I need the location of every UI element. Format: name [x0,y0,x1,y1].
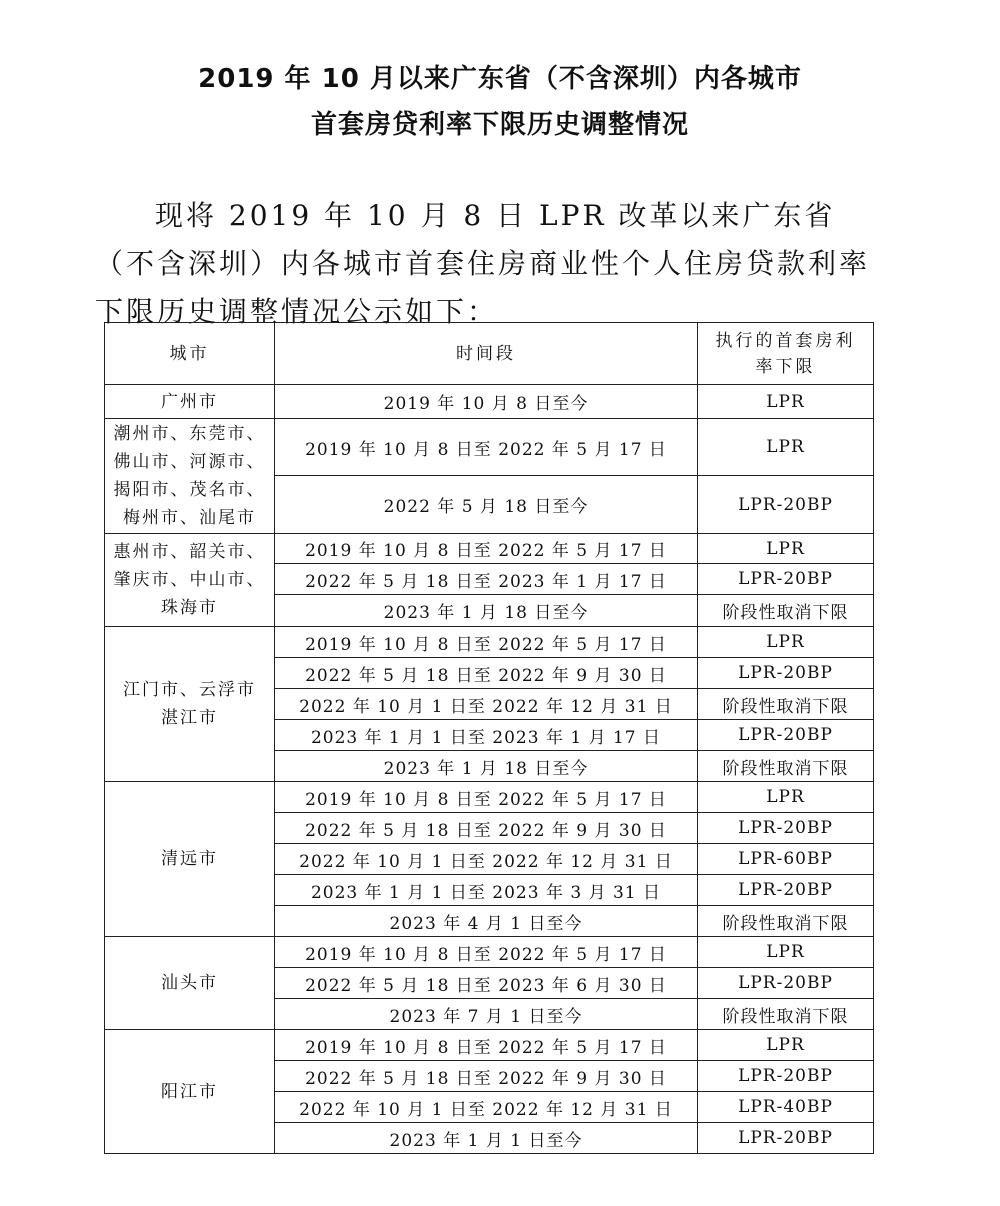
rate-floor-cell: LPR-40BP [698,1092,874,1123]
header-rate-line-1: 执行的首套房利 [715,330,856,351]
period-cell: 2023 年 1 月 1 日至 2023 年 1 月 17 日 [275,720,698,751]
intro-paragraph: 现将 2019 年 10 月 8 日 LPR 改革以来广东省（不含深圳）内各城市首套住房商业性个人住房贷款利率下限历史调整情况公示如下： [95,199,871,328]
city-name-line: 阳江市 [161,1081,218,1102]
rate-floor-cell: LPR [698,1030,874,1061]
period-cell: 2022 年 5 月 18 日至 2023 年 1 月 17 日 [275,564,698,595]
rate-floor-cell: 阶段性取消下限 [698,689,874,720]
city-name-line: 潮州市、东莞市、 [113,424,266,444]
city-name-line: 惠州市、韶关市、 [113,542,266,562]
city-name-line: 湛江市 [161,708,218,728]
rate-floor-cell: 阶段性取消下限 [698,906,874,937]
period-cell: 2022 年 5 月 18 日至今 [275,476,698,534]
period-cell: 2022 年 10 月 1 日至 2022 年 12 月 31 日 [275,844,698,875]
period-cell: 2022 年 5 月 18 日至 2022 年 9 月 30 日 [275,813,698,844]
city-name-line: 清远市 [161,849,218,869]
rate-floor-cell: LPR [698,937,874,968]
rate-floor-cell: 阶段性取消下限 [698,999,874,1030]
rate-floor-cell: LPR-20BP [698,564,874,595]
period-cell: 2019 年 10 月 8 日至今 [275,385,698,419]
city-cell [105,419,275,534]
period-cell: 2023 年 1 月 1 日至今 [275,1123,698,1154]
table-row [105,937,874,968]
city-cell [105,534,275,627]
period-cell: 2023 年 4 月 1 日至今 [275,906,698,937]
rate-floor-cell: LPR-20BP [698,658,874,689]
period-cell: 2022 年 5 月 18 日至 2022 年 9 月 30 日 [275,658,698,689]
table-row [105,419,874,476]
city-name-line: 广州市 [161,391,218,412]
city-name-line: 江门市、云浮市 [123,680,256,700]
table-row [105,534,874,564]
city-name-line: 珠海市 [161,598,218,618]
rate-history-table [104,322,874,1154]
rate-floor-cell: LPR-60BP [698,844,874,875]
rate-floor-cell: 阶段性取消下限 [698,751,874,782]
city-cell [105,385,275,419]
period-cell: 2023 年 7 月 1 日至今 [275,999,698,1030]
city-cell [105,627,275,782]
rate-floor-cell: LPR [698,782,874,813]
rate-floor-cell: LPR-20BP [698,476,874,534]
period-cell: 2019 年 10 月 8 日至 2022 年 5 月 17 日 [275,419,698,476]
table-row [105,385,874,419]
document-title-line-1: 2019 年 10 月以来广东省（不含深圳）内各城市 [198,64,802,94]
table-header-row [105,323,874,385]
period-cell: 2019 年 10 月 8 日至 2022 年 5 月 17 日 [275,782,698,813]
rate-floor-cell: LPR [698,627,874,658]
header-period: 时间段 [275,323,698,385]
city-name-line: 梅州市、汕尾市 [123,508,256,528]
period-cell: 2023 年 1 月 18 日至今 [275,751,698,782]
city-cell [105,1030,275,1154]
city-name-line: 揭阳市、茂名市、 [113,480,266,500]
table-row [105,627,874,658]
period-cell: 2019 年 10 月 8 日至 2022 年 5 月 17 日 [275,627,698,658]
rate-floor-cell: LPR-20BP [698,720,874,751]
city-cell [105,937,275,1030]
table-row [105,782,874,813]
document-title-line-2: 首套房贷利率下限历史调整情况 [310,110,689,140]
header-rate-line-2: 率下限 [755,356,816,377]
table-row [105,1030,874,1061]
period-cell: 2022 年 10 月 1 日至 2022 年 12 月 31 日 [275,689,698,720]
rate-floor-cell: LPR-20BP [698,1061,874,1092]
rate-floor-cell: LPR [698,534,874,564]
period-cell: 2019 年 10 月 8 日至 2022 年 5 月 17 日 [275,937,698,968]
rate-floor-cell: LPR-20BP [698,813,874,844]
rate-floor-cell: 阶段性取消下限 [698,595,874,627]
rate-floor-cell: LPR [698,385,874,419]
period-cell: 2023 年 1 月 18 日至今 [275,595,698,627]
period-cell: 2023 年 1 月 1 日至 2023 年 3 月 31 日 [275,875,698,906]
city-name-line: 汕头市 [161,973,218,993]
period-cell: 2022 年 5 月 18 日至 2022 年 9 月 30 日 [275,1061,698,1092]
header-city: 城市 [105,323,275,385]
header-rate [698,323,874,385]
period-cell: 2022 年 5 月 18 日至 2023 年 6 月 30 日 [275,968,698,999]
rate-floor-cell: LPR [698,419,874,476]
city-name-line: 肇庆市、中山市、 [113,570,266,590]
period-cell: 2019 年 10 月 8 日至 2022 年 5 月 17 日 [275,534,698,564]
city-name-line: 佛山市、河源市、 [113,452,266,472]
period-cell: 2019 年 10 月 8 日至 2022 年 5 月 17 日 [275,1030,698,1061]
city-cell [105,782,275,937]
rate-floor-cell: LPR-20BP [698,968,874,999]
period-cell: 2022 年 10 月 1 日至 2022 年 12 月 31 日 [275,1092,698,1123]
rate-floor-cell: LPR-20BP [698,875,874,906]
rate-floor-cell: LPR-20BP [698,1123,874,1154]
